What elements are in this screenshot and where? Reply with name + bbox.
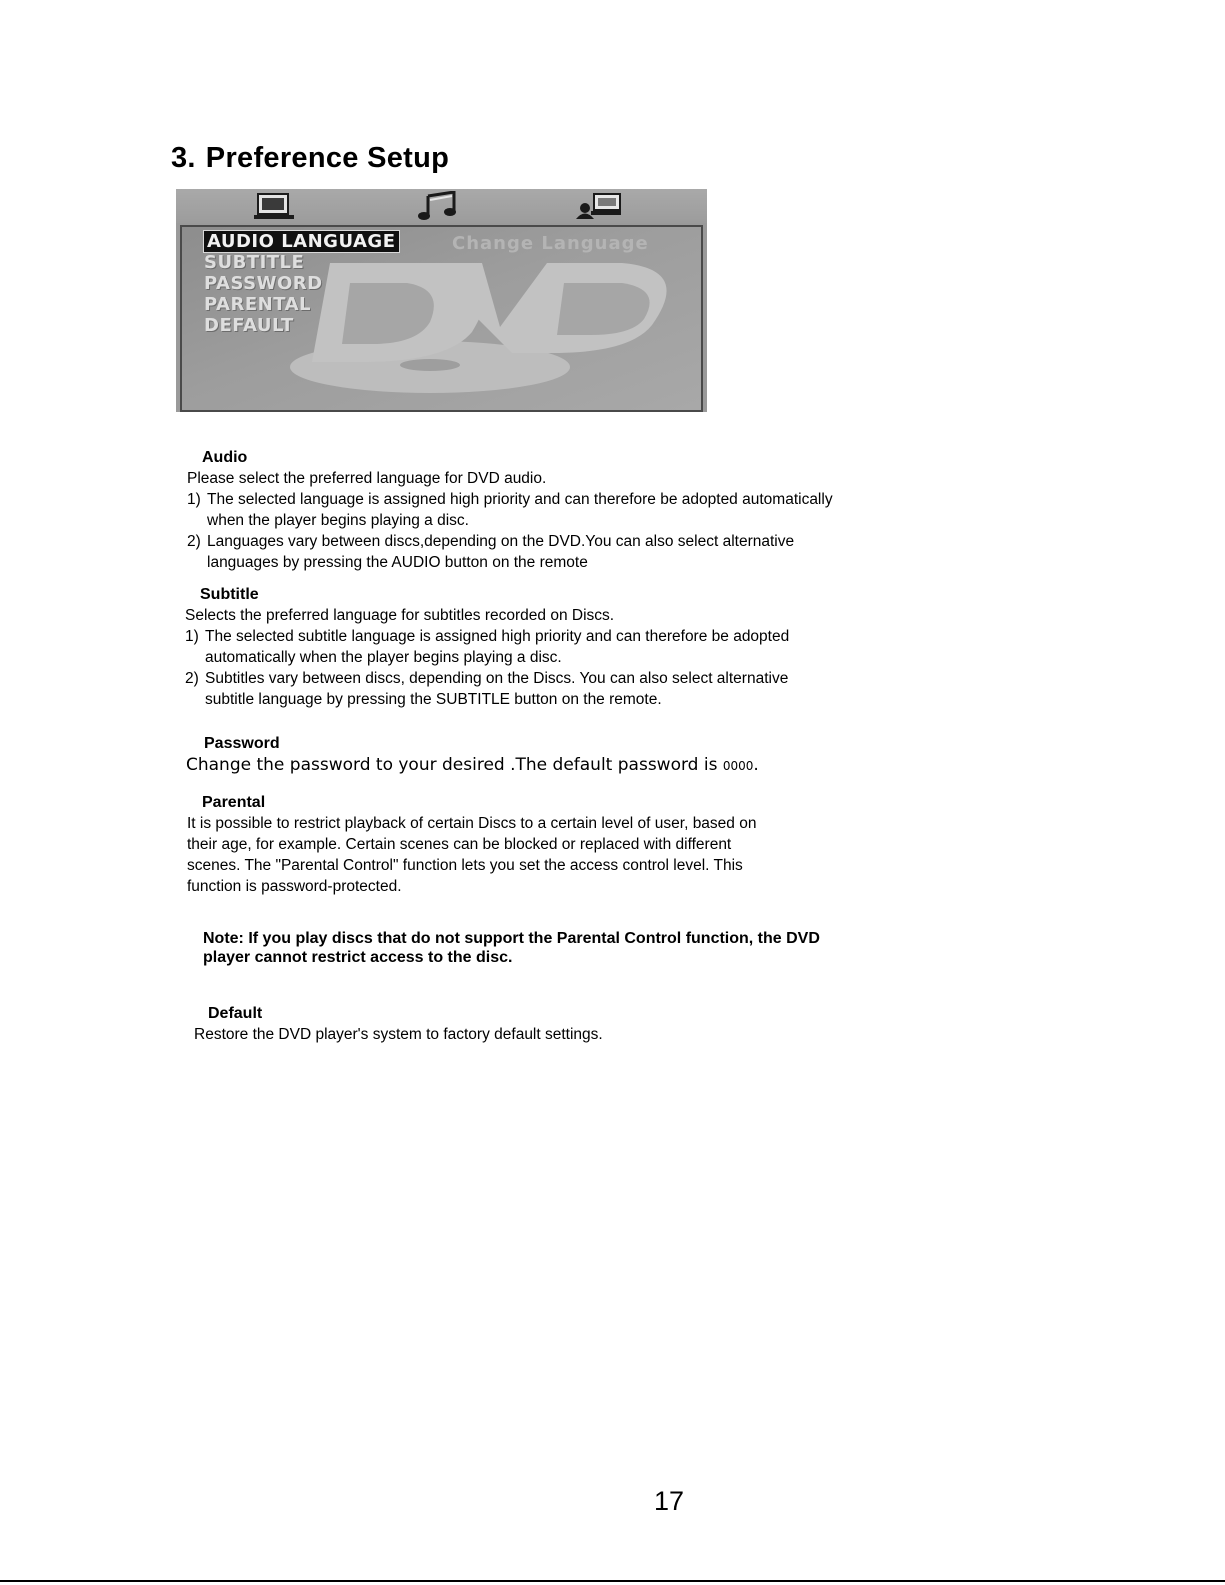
- subtitle-item-1-line-1: The selected subtitle language is assigned high priority and can therefore be adopted: [205, 628, 790, 645]
- password-text: [186, 754, 759, 777]
- audio-item-2-number: 2): [187, 533, 201, 550]
- subtitle-intro: Selects the preferred language for subtitles recorded on Discs.: [185, 607, 615, 624]
- subtitle-section: [185, 584, 789, 710]
- password-title: Password: [204, 735, 280, 752]
- password-end-mark: .: [753, 755, 759, 775]
- parental-note: [203, 929, 820, 967]
- osd-screenshot: [176, 189, 707, 412]
- subtitle-item-2-line-1: Subtitles vary between discs, depending on the Discs. You can also select alternative: [205, 670, 789, 687]
- note-line-1: Note: If you play discs that do not support the Parental Control function, the DVD: [203, 930, 820, 947]
- audio-intro: Please select the preferred language for DVD audio.: [187, 470, 547, 487]
- default-title: Default: [208, 1005, 263, 1022]
- parental-line-1: It is possible to restrict playback of certain Discs to a certain level of user, based on: [187, 815, 757, 832]
- page-title: [171, 142, 449, 175]
- page-bottom-rule: [0, 1580, 1225, 1582]
- osd-hint-text: Change Language: [452, 233, 649, 254]
- osd-menu-item-password[interactable]: PASSWORD: [204, 273, 323, 294]
- default-section: [194, 1003, 603, 1045]
- password-description: Change the password to your desired .The default password is: [186, 755, 718, 775]
- osd-menu-panel: [180, 225, 703, 412]
- note-line-2: player cannot restrict access to the disc.: [203, 949, 513, 966]
- audio-section: [187, 447, 833, 573]
- page-number: 17: [654, 1486, 685, 1516]
- default-text: Restore the DVD player's system to factory default settings.: [194, 1026, 603, 1043]
- music-note-icon: [414, 191, 462, 221]
- subtitle-item-2: [185, 668, 789, 689]
- osd-icon-bar: [176, 189, 707, 223]
- parental-line-2: their age, for example. Certain scenes can be blocked or replaced with different: [187, 836, 732, 853]
- audio-item-1-line-1: The selected language is assigned high priority and can therefore be adopted automatically: [207, 491, 833, 508]
- audio-item-2: [187, 531, 833, 552]
- osd-menu-item-parental[interactable]: PARENTAL: [204, 294, 311, 315]
- default-password-value: 0000: [722, 759, 754, 773]
- parental-line-3: scenes. The "Parental Control" function lets you set the access control level. This: [187, 857, 743, 874]
- section-number: 3.: [171, 142, 196, 174]
- monitor-icon: [252, 191, 296, 221]
- audio-item-1: [187, 489, 833, 510]
- audio-title: Audio: [202, 449, 248, 466]
- subtitle-item-1-line-2: automatically when the player begins playing a disc.: [205, 649, 562, 666]
- section-title: Preference Setup: [205, 142, 450, 174]
- subtitle-item-1: [185, 626, 789, 647]
- subtitle-title: Subtitle: [200, 586, 259, 603]
- subtitle-item-2-number: 2): [185, 670, 199, 687]
- osd-menu-item-subtitle[interactable]: SUBTITLE: [204, 252, 305, 273]
- audio-item-1-number: 1): [187, 491, 201, 508]
- osd-menu-item-default[interactable]: DEFAULT: [204, 315, 294, 336]
- audio-item-2-line-2: languages by pressing the AUDIO button on the remote: [207, 554, 588, 571]
- speaker-settings-icon: [574, 191, 624, 221]
- parental-line-4: function is password-protected.: [187, 878, 402, 895]
- subtitle-item-1-number: 1): [185, 628, 199, 645]
- parental-title: Parental: [202, 794, 266, 811]
- subtitle-item-2-line-2: subtitle language by pressing the SUBTITLE button on the remote.: [205, 691, 662, 708]
- parental-section: [187, 792, 756, 897]
- osd-menu-list: [204, 231, 399, 336]
- password-section: [186, 733, 759, 777]
- osd-menu-item-audio-language[interactable]: AUDIO LANGUAGE: [204, 231, 399, 252]
- audio-item-2-line-1: Languages vary between discs,depending on the DVD.You can also select alternative: [207, 533, 795, 550]
- audio-item-1-line-2: when the player begins playing a disc.: [207, 512, 469, 529]
